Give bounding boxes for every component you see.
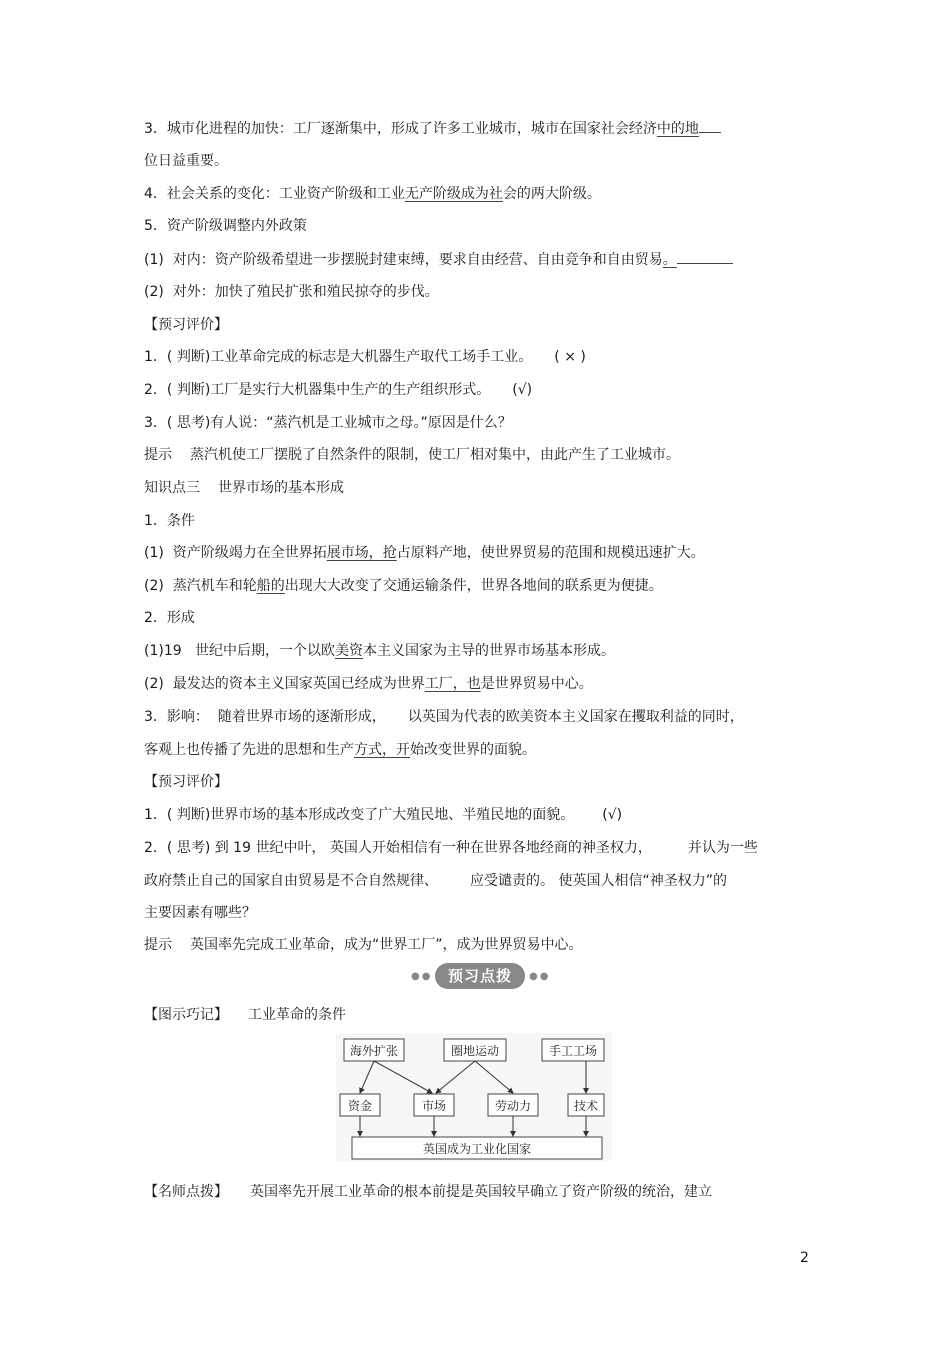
preview-tips-banner — [411, 963, 551, 989]
question-text: 2．( 判断)工厂是实行大机器集中生产的生产组织形式。 — [144, 382, 491, 398]
heading-label: 知识点三 — [144, 480, 200, 496]
answer-blank — [677, 249, 733, 264]
section-heading: 2．形成 — [144, 610, 195, 626]
middle-node-2 — [414, 1094, 454, 1116]
top-node-2 — [444, 1039, 506, 1061]
question-item — [144, 871, 727, 891]
text-line — [144, 641, 615, 661]
middle-node-4 — [568, 1094, 604, 1116]
section-heading: 1．条件 — [144, 513, 195, 529]
section-label: 【预习评价】 — [144, 774, 228, 790]
underlined-answer: 无产阶级成为社 — [404, 186, 503, 202]
question-text: 2．( 思考) 到 19 世纪中叶， 英国人开始相信有一种在世界各地经商的神圣权力， — [144, 840, 652, 856]
page-number: 2 — [800, 1250, 809, 1266]
question-item: 3．( 思考)有人说：“蒸汽机是工业城市之母。”原因是什么？ — [144, 415, 512, 431]
hint-line — [144, 445, 680, 465]
underlined-answer: 中的地 — [656, 121, 699, 137]
text: 以英国为代表的欧美资本主义国家在攫取利益的同时， — [407, 709, 744, 725]
node-label: 圈地运动 — [450, 1044, 500, 1058]
question-text: 应受谴责的。 使英国人相信“神圣权力”的 — [470, 873, 727, 889]
knowledge-point-heading — [144, 478, 344, 498]
answer-blank — [699, 118, 721, 133]
flow-diagram-svg — [336, 1033, 612, 1161]
section-label: 【预习评价】 — [144, 317, 228, 333]
text: (2) 蒸汽机车和轮 — [144, 578, 257, 594]
heading-title: 世界市场的基本形成 — [218, 480, 344, 496]
question-item — [144, 380, 532, 400]
banner-label: 预习点拨 — [435, 963, 525, 989]
hint-label: 提示 — [144, 937, 172, 953]
node-label: 英国成为工业化国家 — [422, 1142, 532, 1156]
hint-line — [144, 935, 583, 955]
node-label: 海外扩张 — [349, 1044, 399, 1058]
text: 本主义国家为主导的世界市场基本形成。 — [363, 643, 615, 659]
underlined-answer: 工厂，也 — [424, 676, 481, 692]
text: (1)19 世纪中后期，一个以欧 — [144, 643, 335, 659]
node-label: 手工工场 — [548, 1044, 598, 1058]
question-item — [144, 805, 622, 825]
text: 是世界贸易中心。 — [480, 676, 593, 692]
text: 出现大大改变了交通运输条件，世界各地间的联系更为便捷。 — [284, 578, 663, 594]
question-text: 1．( 判断)世界市场的基本形成改变了广大殖民地、半殖民地的面貌。 — [144, 807, 575, 823]
underlined-answer: 。 — [662, 252, 677, 268]
middle-node-1 — [340, 1094, 380, 1116]
question-text: 并认为一些 — [687, 840, 758, 856]
question-item: 主要因素有哪些？ — [144, 905, 256, 921]
text-line: 位日益重要。 — [144, 153, 228, 169]
text-line — [144, 707, 744, 727]
teacher-tip-line — [144, 1182, 712, 1202]
text-line — [144, 249, 733, 269]
answer-mark: ( × ) — [554, 349, 586, 365]
top-node-1 — [344, 1039, 404, 1061]
node-label: 资金 — [347, 1099, 373, 1113]
flow-diagram — [336, 1033, 612, 1161]
underlined-answer: 美资 — [335, 643, 363, 659]
text: (2) 最发达的资本主义国家英国已经成为世界 — [144, 676, 425, 692]
text-line — [144, 184, 601, 204]
node-label: 劳动力 — [494, 1099, 532, 1113]
text-line — [144, 576, 663, 596]
text-line — [144, 740, 536, 760]
tip-text: 英国率先开展工业革命的根本前提是英国较早确立了资产阶级的统治，建立 — [250, 1184, 712, 1200]
dots-decoration-left: ●● — [411, 971, 433, 982]
diagram-caption — [144, 1005, 346, 1025]
text: 4．社会关系的变化：工业资产阶级和工业 — [144, 186, 405, 202]
text: 3．影响： 随着世界市场的逐渐形成， — [144, 709, 386, 725]
bottom-node — [352, 1137, 602, 1159]
caption-label: 【图示巧记】 — [144, 1007, 228, 1023]
node-label: 技术 — [573, 1099, 599, 1113]
tip-label: 【名师点拨】 — [144, 1184, 228, 1200]
underlined-answer: 船的 — [256, 578, 285, 594]
hint-text: 英国率先完成工业革命，成为“世界工厂”，成为世界贸易中心。 — [190, 937, 583, 953]
hint-label: 提示 — [144, 447, 172, 463]
text: 客观上也传播了先进的思想和生产 — [144, 742, 354, 758]
node-label: 市场 — [421, 1099, 447, 1113]
middle-node-3 — [488, 1094, 538, 1116]
underlined-answer: 方式，开 — [354, 742, 410, 758]
text: 3．城市化进程的加快：工厂逐渐集中，形成了许多工业城市，城市在国家社会经济 — [144, 121, 657, 137]
text: (1) 资产阶级竭力在全世界拓 — [144, 545, 327, 561]
answer-mark: (√) — [512, 382, 533, 398]
section-heading: 5．资产阶级调整内外政策 — [144, 218, 307, 234]
hint-text: 蒸汽机使工厂摆脱了自然条件的限制，使工厂相对集中，由此产生了工业城市。 — [190, 447, 680, 463]
question-text: 政府禁止自己的国家自由贸易是不合自然规律、 — [144, 873, 438, 889]
text: 占原料产地，使世界贸易的范围和规模迅速扩大。 — [396, 545, 705, 561]
caption-title: 工业革命的条件 — [248, 1007, 346, 1023]
text-line — [144, 674, 593, 694]
dots-decoration-right: ●● — [529, 971, 551, 982]
underlined-answer: 展市场，抢 — [326, 545, 397, 561]
text: (1) 对内：资产阶级希望进一步摆脱封建束缚，要求自由经营、自由竞争和自由贸易 — [144, 252, 663, 268]
question-item — [144, 347, 586, 367]
text-line — [144, 543, 705, 563]
answer-mark: (√) — [602, 807, 623, 823]
text: 始改变世界的面貌。 — [410, 742, 536, 758]
text-line: (2) 对外：加快了殖民扩张和殖民掠夺的步伐。 — [144, 284, 439, 300]
question-item — [144, 838, 758, 858]
text: 会的两大阶级。 — [502, 186, 601, 202]
text-line — [144, 118, 721, 138]
question-text: 1．( 判断)工业革命完成的标志是大机器生产取代工场手工业。 — [144, 349, 533, 365]
top-node-3 — [542, 1039, 604, 1061]
